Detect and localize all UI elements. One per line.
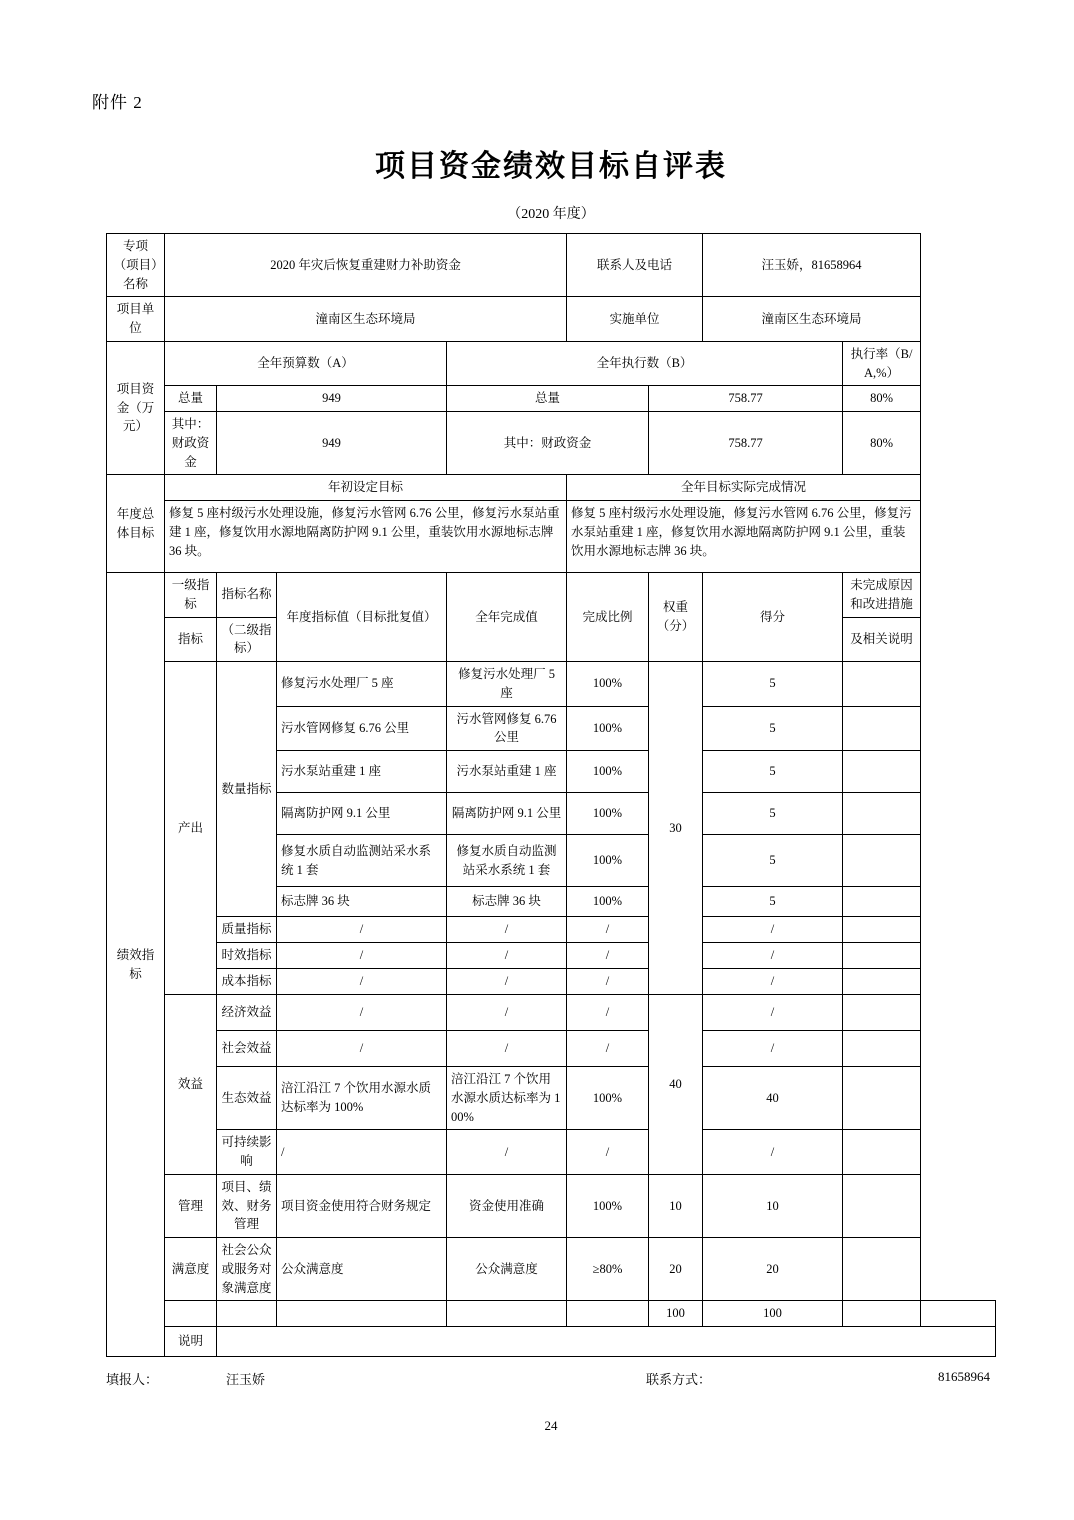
note-value <box>843 835 921 887</box>
goal-actual-text: 修复 5 座村级污水处理设施，修复污水管网 6.76 公里，修复污水泵站重建 1 座，修复饮用水源地隔离防护网 9.1 公里，重装饮用水源地标志牌 36 块。 <box>567 501 921 573</box>
project-name-value: 2020 年灾后恢复重建财力补助资金 <box>165 234 567 297</box>
note-value <box>843 662 921 707</box>
completed-value: 标志牌 36 块 <box>447 887 567 917</box>
total-blank-7 <box>921 1301 996 1327</box>
ratio-value: / <box>567 917 649 943</box>
footer-contact-label: 联系方式： <box>646 1372 712 1387</box>
note-value <box>843 706 921 751</box>
score-value: 40 <box>703 1067 843 1130</box>
page-number: 24 <box>544 1418 558 1433</box>
target-value: / <box>277 969 447 995</box>
ratio-value: 100% <box>567 1174 649 1237</box>
weight-satisfaction: 20 <box>649 1238 703 1301</box>
impl-unit-value: 潼南区生态环境局 <box>703 297 921 342</box>
goal-set-text: 修复 5 座村级污水处理设施，修复污水管网 6.76 公里，修复污水泵站重建 1 座，修复饮用水源地隔离防护网 9.1 公里，重装饮用水源地标志牌 36 块。 <box>165 501 567 573</box>
table-row-project-name <box>107 234 996 297</box>
sub-satisfaction-indicator: 社会公众或服务对象满意度 <box>217 1238 277 1301</box>
target-value: 公众满意度 <box>277 1238 447 1301</box>
target-value: / <box>277 943 447 969</box>
target-value: 项目资金使用符合财务规定 <box>277 1174 447 1237</box>
note-value <box>843 887 921 917</box>
completed-value: 资金使用准确 <box>447 1174 567 1237</box>
table-row-benefit-economic <box>107 995 996 1031</box>
self-assessment-table <box>106 233 996 1357</box>
score-value: / <box>703 1031 843 1067</box>
score-value: / <box>703 1130 843 1175</box>
footer-contact-value: 81658964 <box>938 1369 990 1384</box>
table-row-remark <box>107 1327 996 1357</box>
level1-satisfaction: 满意度 <box>165 1238 217 1301</box>
sub-sustainable-impact: 可持续影响 <box>217 1130 277 1175</box>
level1-management: 管理 <box>165 1174 217 1237</box>
contact-label: 联系人及电话 <box>567 234 703 297</box>
weight-output: 30 <box>649 662 703 995</box>
completed-value: 修复水质自动监测站采水系统 1 套 <box>447 835 567 887</box>
completed-value: 修复污水处理厂 5 座 <box>447 662 567 707</box>
score-value: 5 <box>703 835 843 887</box>
remark-label: 说明 <box>165 1327 217 1357</box>
note-value <box>843 751 921 793</box>
header-reason: 未完成原因和改进措施 <box>843 573 921 618</box>
score-value: / <box>703 995 843 1031</box>
score-value: 5 <box>703 887 843 917</box>
header-reason-2: 及相关说明 <box>843 617 921 662</box>
score-value: 20 <box>703 1238 843 1301</box>
score-value: 5 <box>703 706 843 751</box>
sub-qty-indicator: 数量指标 <box>217 662 277 917</box>
project-name-label: 专项（项目）名称 <box>107 234 165 297</box>
table-row-indicator-header-1 <box>107 573 996 618</box>
completed-value: / <box>447 917 567 943</box>
budget-header: 全年预算数（A） <box>165 341 447 386</box>
goal-set-header: 年初设定目标 <box>165 475 567 501</box>
target-value: 修复水质自动监测站采水系统 1 套 <box>277 835 447 887</box>
remark-value <box>217 1327 996 1357</box>
weight-benefit: 40 <box>649 995 703 1175</box>
weight-management: 10 <box>649 1174 703 1237</box>
score-value: 5 <box>703 662 843 707</box>
note-value <box>843 969 921 995</box>
goal-actual-header: 全年目标实际完成情况 <box>567 475 921 501</box>
unit-value: 潼南区生态环境局 <box>165 297 567 342</box>
total-blank-5 <box>567 1301 649 1327</box>
indicator-section-label: 绩效指标 <box>107 573 165 1357</box>
rate-total: 80% <box>843 386 921 412</box>
target-value: 污水泵站重建 1 座 <box>277 751 447 793</box>
filler-value: 汪玉娇 <box>226 1372 266 1387</box>
header-weight: 权重（分） <box>649 573 703 662</box>
table-row-unit <box>107 297 996 342</box>
score-value: 5 <box>703 751 843 793</box>
note-value <box>843 917 921 943</box>
table-row-benefit-social <box>107 1031 996 1067</box>
footer-row <box>106 1363 996 1388</box>
score-value: 10 <box>703 1174 843 1237</box>
sub-ecological-benefit: 生态效益 <box>217 1067 277 1130</box>
completed-value: 隔离防护网 9.1 公里 <box>447 793 567 835</box>
fiscal-value-b: 758.77 <box>649 412 843 475</box>
sub-timeliness-indicator: 时效指标 <box>217 943 277 969</box>
completed-value: / <box>447 1130 567 1175</box>
score-value: 5 <box>703 793 843 835</box>
target-value: / <box>277 995 447 1031</box>
target-value: 污水管网修复 6.76 公里 <box>277 706 447 751</box>
ratio-value: / <box>567 1130 649 1175</box>
completed-value: / <box>447 969 567 995</box>
unit-label: 项目单位 <box>107 297 165 342</box>
header-level2-name: 指标名称 <box>217 573 277 618</box>
ratio-value: 100% <box>567 662 649 707</box>
completed-value: 污水泵站重建 1 座 <box>447 751 567 793</box>
fiscal-value-a: 949 <box>217 412 447 475</box>
total-label-a: 总量 <box>165 386 217 412</box>
note-value <box>843 1174 921 1237</box>
page-subtitle: （2020 年度） <box>507 207 595 222</box>
note-value <box>843 1067 921 1130</box>
ratio-value: 100% <box>567 793 649 835</box>
ratio-value: 100% <box>567 835 649 887</box>
rate-header: 执行率（B/A,%） <box>843 341 921 386</box>
sub-quality-indicator: 质量指标 <box>217 917 277 943</box>
ratio-value: 100% <box>567 1067 649 1130</box>
note-value <box>843 995 921 1031</box>
completed-value: / <box>447 1031 567 1067</box>
filler-label: 填报人： <box>106 1372 159 1387</box>
total-blank-3 <box>277 1301 447 1327</box>
target-value: 隔离防护网 9.1 公里 <box>277 793 447 835</box>
total-blank-1 <box>165 1301 217 1327</box>
target-value: 涪江沿江 7 个饮用水源水质达标率为 100% <box>277 1067 447 1130</box>
contact-value: 汪玉娇，81658964 <box>703 234 921 297</box>
total-weight: 100 <box>649 1301 703 1327</box>
annual-goal-label: 年度总体目标 <box>107 475 165 573</box>
table-row-funds-total <box>107 386 996 412</box>
target-value: / <box>277 917 447 943</box>
total-value-a: 949 <box>217 386 447 412</box>
note-value <box>843 943 921 969</box>
ratio-value: / <box>567 969 649 995</box>
level1-benefit: 效益 <box>165 995 217 1175</box>
header-level1-b: 指标 <box>165 617 217 662</box>
table-row-output-qty-1 <box>107 662 996 707</box>
sub-cost-indicator: 成本指标 <box>217 969 277 995</box>
table-row-output-quality <box>107 917 996 943</box>
completed-value: 公众满意度 <box>447 1238 567 1301</box>
ratio-value: / <box>567 1031 649 1067</box>
ratio-value: 100% <box>567 751 649 793</box>
total-blank-4 <box>447 1301 567 1327</box>
table-row-satisfaction <box>107 1238 996 1301</box>
ratio-value: / <box>567 943 649 969</box>
note-value <box>843 793 921 835</box>
ratio-value: ≥80% <box>567 1238 649 1301</box>
page-title: 项目资金绩效目标自评表 <box>375 150 727 183</box>
target-value: / <box>277 1130 447 1175</box>
total-score: 100 <box>703 1301 843 1327</box>
table-row-benefit-ecological <box>107 1067 996 1130</box>
target-value: 修复污水处理厂 5 座 <box>277 662 447 707</box>
target-value: / <box>277 1031 447 1067</box>
table-row-output-cost <box>107 969 996 995</box>
sub-economic-benefit: 经济效益 <box>217 995 277 1031</box>
table-row-goal-text <box>107 501 996 573</box>
header-completed: 全年完成值 <box>447 573 567 662</box>
table-row-goal-header <box>107 475 996 501</box>
completed-value: 涪江沿江 7 个饮用水源水质达标率为 100% <box>447 1067 567 1130</box>
header-level1: 一级指标 <box>165 573 217 618</box>
level1-output: 产出 <box>165 662 217 995</box>
completed-value: 污水管网修复 6.76 公里 <box>447 706 567 751</box>
sub-social-benefit: 社会效益 <box>217 1031 277 1067</box>
rate-fiscal: 80% <box>843 412 921 475</box>
note-value <box>843 1238 921 1301</box>
fiscal-label-b: 其中：财政资金 <box>447 412 649 475</box>
table-row-funds-header <box>107 341 996 386</box>
exec-header: 全年执行数（B） <box>447 341 843 386</box>
table-row-benefit-sustainable <box>107 1130 996 1175</box>
note-value <box>843 1130 921 1175</box>
completed-value: / <box>447 995 567 1031</box>
impl-unit-label: 实施单位 <box>567 297 703 342</box>
header-ratio: 完成比例 <box>567 573 649 662</box>
table-row-output-timeliness <box>107 943 996 969</box>
table-row-management <box>107 1174 996 1237</box>
sub-management-indicator: 项目、绩效、财务管理 <box>217 1174 277 1237</box>
funds-label: 项目资金（万元） <box>107 341 165 475</box>
attachment-label: 附件 2 <box>92 93 143 112</box>
completed-value: / <box>447 943 567 969</box>
score-value: / <box>703 917 843 943</box>
ratio-value: / <box>567 995 649 1031</box>
note-value <box>843 1031 921 1067</box>
ratio-value: 100% <box>567 706 649 751</box>
table-row-total <box>107 1301 996 1327</box>
table-row-funds-fiscal <box>107 412 996 475</box>
total-label-b: 总量 <box>447 386 649 412</box>
fiscal-label-a: 其中：财政资金 <box>165 412 217 475</box>
total-blank-2 <box>217 1301 277 1327</box>
target-value: 标志牌 36 块 <box>277 887 447 917</box>
total-value-b: 758.77 <box>649 386 843 412</box>
header-score: 得分 <box>703 573 843 662</box>
score-value: / <box>703 943 843 969</box>
score-value: / <box>703 969 843 995</box>
ratio-value: 100% <box>567 887 649 917</box>
header-level2-sub: （二级指标） <box>217 617 277 662</box>
header-annual-target: 年度指标值（目标批复值） <box>277 573 447 662</box>
total-blank-6 <box>843 1301 921 1327</box>
